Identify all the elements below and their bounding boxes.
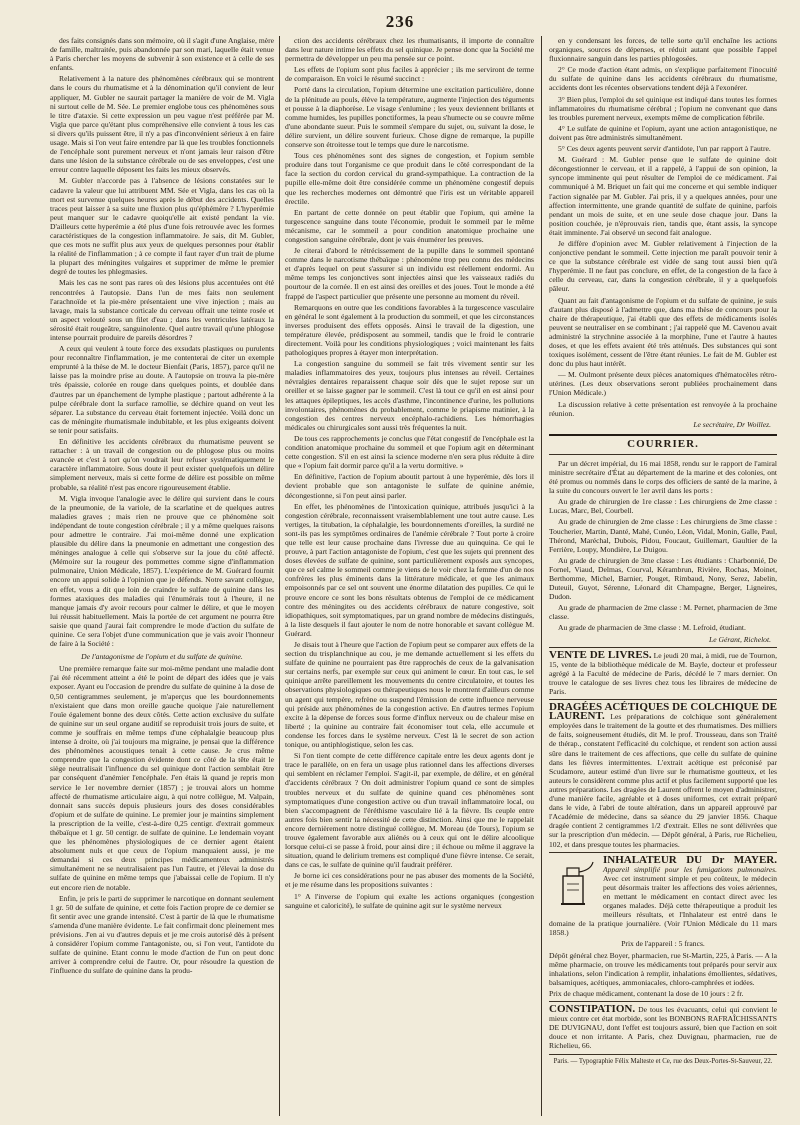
paragraph: En effet, les phénomènes de l'intoxication quinique, attribués jusqu'ici à la congestion cérébrale, reconnaissent vraisemblablement une tout autre cause. Les vertiges, la titubation, la céphalalgie, les bourdonnements d'oreilles, la surdité ne sont-ils pas les symptômes ordinaires de l'anémie cérébrale ? Tout porte à croire que telle est leur cause prochaine dans l'ivresse due au quinquina. Ce qui le prouve, à part l'action antagoniste de l'opium, c'est que les sujets qui prennent des doses élevées de sulfate de quinine, sont particulièrement exposés aux syncopes, que ce sel calme le sommeil comme je viens de le voir chez la femme d'un de nos confrères les plus éminents dans la littérature médicale, et que les animaux empoisonnés par ce sel ont souvent une énorme dilatation des pupilles. Ce qui le prouve encore ce sont les bons résultats obtenus de l'emploi de ce médicament contre des méningites ou des accidents cérébraux de nature congestive, soit idiopathiques, soit symptomatiques, par un grand nombre de médecins distingués, à la liste desquels il faut ajouter le nom de notre honorable et savant collègue M. Guérard. (285, 501, 534, 638)
paragraph: Je citerai d'abord le rétrécissement de la pupille dans le sommeil spontané comme dans le narcotisme thébaïque : phénomène trop peu connu des médecins et d'après lequel on peut s'assurer si un individu est réellement endormi. Au même temps les conjonctives sont injectées ainsi que les vaisseaux radiés du pourtour de la cornée. Il en est ainsi des oreilles et des joues. Tout le monde a été frappé de l'aspect particulier que présente une personne au moment du réveil. (285, 246, 534, 301)
paragraph: 1° A l'inverse de l'opium qui exalte les actions organiques (congestion sanguine et caloricité), le sulfate de quinine agit sur le système nerveux (285, 891, 534, 910)
gerant-signature: Le Gérant, Richelot. (708, 634, 771, 644)
paragraph: La discussion relative à cette présentation est renvoyée à la prochaine réunion. (549, 399, 777, 418)
paragraph: La congestion sanguine du sommeil se fait très vivement sentir sur les maladies inflammatoires des yeux, toujours plus intenses au réveil. Certaines névralgies dentaires reparaissent chaque soir dès que le sujet repose sur un oreiller et se laisse gagner par le sommeil. C'est là tout ce qu'il en est ainsi pour les attaques épileptiques, les accès d'asthme, l'incontinence d'urine, les pollutions involontaires, phénomènes du probablement, comme le priapisme matinier, à la congestion des centres nerveux encéphalo-rachidiens. Les hémorrhagies médicales ou chirurgicales sont aussi très fréquentes la nuit. (285, 359, 534, 432)
paragraph: — M. Oulmont présente deux pièces anatomiques d'hématocèles rétro-utérines. (Les deux observations seront publiées prochainement dans l'Union Médicale.) (549, 370, 777, 398)
column-3 (549, 36, 777, 1118)
section-title: De l'antagonisme de l'opium et du sulfate de quinine. (81, 652, 243, 662)
paragraph: Les effets de l'opium sont plus faciles à apprécier ; ils me serviront de terme de comparaison. En voici le résumé succinct : (285, 65, 534, 84)
paragraph: Quant au fait d'antagonisme de l'opium et du sulfate de quinine, je suis d'autant plus disposé à l'admettre que, dans ma thèse de concours pour la chaire de thérapeutique, j'ai établi que des effets de médicaments isolés peuvent se neutraliser en se combinant ; j'ai rappelé que M. Cavenou avait administré la strychnine associée à la morphine, l'une et l'autre à hautes doses, et que les effets avaient été très atténués. Des substances qui sont toxiques isolément, cessent de l'être étant réunies. Le fait de M. Gubler est donc du plus haut intérêt. (549, 295, 777, 369)
ad-body: Les préparations de colchique sont généralement employées dans le traitement de la goutte et des rhumatismes. Des milliers de faits, soigneusement étudiés, dit M. le prof. Trousseau, dans son Traité de thérap., constatent l'efficacité du colchique, et rendent son action aussi sûre dans le traitement de ces affections, que celle du sulfate de quinine dans les fièvres intermittentes. L'extrait acétique est préconisé par Scudamore, auteur estimé d'un livre sur le rhumatisme goutteux, et les auteurs le considèrent comme plus actif et plus facilement supporté que les autres préparations. Les dragées de Laurent offrent le moyen d'administrer, d'une manière facile, agréable et à doses uniformes, cet extrait préparé dans le vide, à l'abri de toute altération, dans un appareil approuvé par l'Académie de médecine, dans sa séance du 29 janvier 1856. Chaque dragée contient 2 centigrammes 1/2 d'extrait. Elles ne sont délivrées que sur la prescription d'un médecin. — Dépôt général, à Paris, rue Richelieu, 102, et dans presque toutes les pharmacies. (549, 712, 777, 849)
column-rule-2 (541, 36, 542, 1116)
paragraph: De tous ces rapprochements je conclus que l'état congestif de l'encéphale est la condition anatomique prochaine du sommeil et que l'opium agit en déterminant cette congestion. S'il en est ainsi la science moderne n'en sera plus réduite à dire que « l'opium fait dormir parce qu'il a la vertu dormitive. » (285, 433, 534, 471)
ad-note: Prix de chaque médicament, contenant la dose de 10 jours : 2 fr. (549, 988, 744, 998)
paragraph: Mais les cas ne sont pas rares où des lésions plus accentuées ont été rencontrées à l'autopsie. Dans l'un de mes faits non seulement l'arachnoïde et la pie-mère présentaient une vive injection ; mais au lavage, mais la substance corticale du cerveau offrait une teinte rosée et un aspect velouté sous un filet d'eau ; dans les ventricules latéraux la sérosité était rougeâtre, sanguinolente. Quel autre travail qu'une phlogose intense pourrait produire de pareils désordres ? (50, 278, 274, 342)
paragraph: Je borne ici ces considérations pour ne pas abuser des moments de la Société, et je me résume dans les propositions suivantes : (285, 871, 534, 890)
paragraph: M. Gubler n'accorde pas à l'absence de lésions constatées sur le cadavre la valeur que lui attribuent MM. Sée et Vigla, dans les cas où la mort est survenue quelques heures après le début des accidents. Quelles traces peut laisser à sa suite une fluxion plus qu'éphémère ? L'hyperémie peut manquer sur le cadavre quoiqu'elle ait existé pendant la vie. D'ailleurs cette hyperémie a été plus d'une fois retrouvée avec les formes caractéristiques de la congestion inflammatoire. Je sais, dit M. Gubler, que ces mots ne suffit plus aux yeux de quelques personnes pour établir la réalité de l'inflammation ; à ce compte il faut rayer d'un trait de plume la plupart des méningites vulgaires et supprimer de même le premier degré de toutes les phlegmasies. (50, 176, 274, 277)
divider (549, 434, 777, 436)
column-2 (285, 36, 534, 1118)
paragraph: Au grade de chirurgien de 3me classe : Les étudiants : Charbonnié, De Fornel, Viaud, Delmas, Courval, Kérambrun, Rivière, Rochas, Moinet, Berthomme, Michel, Barnier, Pouget, Rimbaud, Nony, Serez, Jabelin, Duteuil, Guyot, Sérenne, Léonard dit Champagne, Berger, Ligneires, Dudon. (549, 555, 777, 602)
paragraph: M. Vigla invoque l'analogie avec le délire qui survient dans le cours de la pneumonie, de la variole, de la scarlatine et de quelques autres maladies graves ; mais rien ne prouve que ce phénomène soit indépendant de toute congestion cérébrale ; il y a même quelques raisons pour admettre le contraire. J'ai moi-même donné une explication plausible du délire dans la pneumonie en admettant une congestion des méninges analogue à celle qui s'observe sur la joue du côté affecté. (Mémoire sur la rougeur des pommettes comme signe d'inflammation pulmonaire, Union Médicale, 1857). L'expérience de M. Guérard fournit encore un appui solide à l'opinion que je défends. Notre savant collègue, en effet, vous a dit que loin de craindre le sulfate de quinine dans les formes ataxiques des maladies qui l'énumérais tout à l'heure, il ne manque jamais d'y avoir recours pour calmer le délire, et que le moyen lui réussit habituellement. Mais la portée de cet argument ne pourra être saisie que quand j'aurai fait comprendre le mode d'action du sulfate de quinine. Ce sera l'objet d'une communication que je vais avoir l'honneur de faire à la Société : (50, 493, 274, 649)
paragraph: des faits consignés dans son mémoire, où il s'agit d'une Anglaise, mère de famille, maltraitée, puis abandonnée par son mari, laquelle était venue à Paris chercher les moyens de subvenir à son existence et à celle de ses enfants. (50, 36, 274, 73)
paragraph: Au grade de pharmacien de 3me classe : M. Lefroid, étudiant. (558, 623, 746, 633)
ad-subheading: Appareil simplifié pour les fumigations pulmonaires. (603, 864, 777, 874)
ad-heading: INHALATEUR DU Dr MAYER. (603, 853, 777, 866)
ad-colchique (549, 699, 777, 849)
printer-imprint: Paris. — Typographie Félix Malteste et Ce, rue des Deux-Portes-St-Sauveur, 22. (549, 1054, 777, 1066)
ad-heading: VENTE DE LIVRES. (549, 648, 652, 661)
page-number: 236 (385, 12, 415, 31)
paragraph: Je diffère d'opinion avec M. Gubler relativement à l'injection de la conjonctive pendant le sommeil. Cette injection me paraît pouvoir tenir à ce que la substance cérébrale est vidée de sang tout aussi bien qu'à l'hyperémie. Il ne faut pas conclure, en effet, de la congestion de la face à celle du cerveau, car, dans la congestion cérébrale, il y a quelquefois pâleur. (549, 238, 777, 294)
ad-depot: Dépôt général chez Boyer, pharmacien, rue St-Martin, 225, à Paris. — A la même pharmacie, on trouve les médicaments tout préparés pour servir aux inhalations, selon l'indication à remplir, inhalations émollientes, sédatives, balsamiques, acétiques, ammoniacales, chloro-camphrées et iodées. (549, 950, 777, 987)
ad-body: De tous les évacuants, celui qui convient le mieux contre cet état morbide, sont les BONBONS RAFRAÎCHISSANTS DE DUVIGNAU, dont l'effet est toujours assuré, bien que l'action en soit douce et non irritante. A Paris, chez Duvignau, pharmacien, rue de Richelieu, 66. (549, 1005, 777, 1051)
paragraph: 3° Bien plus, l'emploi du sel quinique est indiqué dans toutes les formes inflammatoires du rhumatisme cérébral ; l'opium ne convenant que dans les troubles purement nerveux, exempts même de complication fébrile. (549, 94, 777, 122)
paragraph: A ceux qui veulent à toute force des exsudats plastiques ou purulents pour reconnaître l'inflammation, je me contenterai de citer un exemple emprunté à la thèse de M. le docteur Bienfait (Paris, 1857), parce qu'il ne laisse pas la moindre prise au doute. A l'autopsie on trouva la pie-mère très épaissie, colorée en rouge dans quelques points, et doublée dans d'autres par un épanchement de lymphe plastique ; partout adhérente à la pulpe cérébrale dont la surface ramollie, se déchire quand on veut les séparer. La substance du cerveau était fortement injectée. Voilà donc un cas de méningite rhumatismale indubitable, et les plus exigeants doivent se tenir pour satisfaits. (50, 344, 274, 435)
paragraph: Par un décret impérial, du 16 mai 1858, rendu sur le rapport de l'amiral ministre secrétaire d'État au département de la marine et des colonies, ont été promus ou nommés dans le corps des officiers de santé de la marine, à la suite du concours ouvert le 1er avril dans les ports : (549, 458, 777, 496)
paragraph: Remarquons en outre que les conditions favorables à la turgescence vasculaire en général le sont également à la production du sommeil, et que les circonstances inverses produisent des effets opposés. Ainsi le travail de la digestion, une température élevée, prédisposent au sommeil, tandis que le froid le contrarie directement. Voilà pour les conditions physiologiques ; voici maintenant les faits pathologiques propres à étayer mon interprétation. (285, 302, 534, 358)
ad-heading: CONSTIPATION. (549, 1003, 636, 1015)
paragraph: Relativement à la nature des phénomènes cérébraux qui se montrent dans le cours du rhumatisme et à la dénomination qu'il convient de leur appliquer, M. Gubler ne saurait partager la manière de voir de M. Vigla ni surtout celle de M. Sée. Le premier englobe tous ces phénomènes sous le titre d'ataxie. Si cette expression un peu vague n'est préférée par M. Vigla que parce qu'étant plus compréhensive elle convient à tous les cas si divers qu'ils puissent être, il n'y a pas d'inconvénient sérieux à en faire usage. Mais si l'on veut faire entendre par là que les troubles fonctionnels de l'encéphale sont purement nerveux et n'ont jamais leur raison d'être dans une lésion de la substance cérébrale ou de ses enveloppes, c'est une erreur contre laquelle déposent les faits les mieux observés. (50, 74, 274, 175)
paragraph: en y condensant les forces, de telle sorte qu'il enchaîne les actions organiques, sources de dépenses, et réduit autant que possible l'appel fluxionnaire sanguin dans les parties phlogosées. (549, 36, 777, 64)
paragraph: Une première remarque faite sur moi-même pendant une maladie dont j'ai été récemment atteint a été le point de départ des idées que je vais exposer. Ayant eu l'occasion de prendre du sulfate de quinine à la dose de 0,50 centigrammes seulement, je m'aperçus que les bourdonnements n'existaient que dans mon oreille gauche quoique j'aie naturellement l'ouïe également bonne des deux côtés. Cette action exclusive du sulfate de quinine sur un seul organe auditif se reproduisit trois jours de suite, et comme je souffrais en même temps d'une céphalalgie beaucoup plus intense à droite, où j'ai toujours ma migraine, je pensai que la différence des phénomènes acoustiques tenait à cette cause. Je crus même comprendre que la congestion évidente dont ce côté de la tête était le siège neutralisait l'influence du sel quinique dont l'action semblait être par conséquent d'anémier l'encéphale. J'en étais là quand je repris mon service le 1er novembre dernier (1857) ; je trouvai alors un homme affecté de rhumatisme articulaire aigu, à qui notre collègue, M. Valpain, donnait sans succès depuis plusieurs jours des doses considérables d'opium et de sulfate de quinine. Le premier jour je maintins simplement la prescription de la veille, c'est-à-dire 0,25 centigr. d'extrait gommeux thébaïque et 1 gr. 50 centigr. de sulfate de quinine. Le lendemain voyant que les phénomènes physiologiques de ce dernier agent étaient absolument nuls et que ceux de l'opium manquaient aussi, je me demandai si ces deux principes médicamenteux administrés simultanément ne se neutralisaient pas l'un l'autre, et j'élevai la dose du sulfate de quinine en même temps que j'abaissai celle de l'opium. Il n'y eut encore rien de notable. (50, 664, 274, 892)
ad-price: Prix de l'appareil : 5 francs. (621, 939, 705, 949)
column-rule-1 (279, 36, 280, 1116)
paragraph: En partant de cette donnée on peut établir que l'opium, qui amène la turgescence sanguine dans toute l'économie, produit le sommeil par le même mécanisme, car le sommeil a pour condition anatomique prochaine une congestion sanguine cérébrale, dont je vais énumérer les preuves. (285, 207, 534, 244)
paragraph: Au grade de chirurgien de 1re classe : Les chirurgiens de 2me classe : Lucas, Marc, Bel, Courbell. (549, 497, 777, 516)
paragraph: Si l'on tient compte de cette différence capitale entre les deux agents dont je trace le parallèle, on en fera un usage plus rationnel dans les affections diverses qui semblent en réclamer l'emploi. S'agit-il, par exemple, de délire, et en général d'accidents cérébraux ? On doit administrer l'opium quand ce sont de simples troubles nerveux et du sulfate de quinine quand ces phénomènes sont symptomatiques d'une congestion active ou d'un travail inflammatoire local, ou bien s'accompagnent de l'éréthisme vasculaire lié à la fièvre. Ils ceuple entre autres fois bien sentir la nécessité de cette distinction. Ainsi que me le rappelait encore dernièrement notre distingué collègue, M. Moreau (de Tours), l'opium se trouve également favorable aux aliénés ou à ceux qui ont le délire alcoolique lorsque celui-ci se passe à froid, pour ainsi dire ; il échoue ou même il aggrave la situation, quand le delirium tremens est compliqué d'une fièvre intense. Ce serait, dans ce cas, le sulfate de quinine qu'il faudrait préférer. (285, 751, 534, 870)
paragraph: ction des accidents cérébraux chez les rhumatisants, il importe de connaître dans leur nature intime les effets du sel quinique. Je pense donc que la Société me permettra de développer un peu ma pensée sur ce point. (285, 36, 534, 64)
paragraph: Porté dans la circulation, l'opium détermine une excitation particulière, donne de la plénitude au pouls, élève la température, augmente l'injection des téguments et pousse à la diaphorèse. Le visage s'enlumine ; les yeux deviennent brillants et comme humides, les pupilles ponctiformes, la peau s'humecte ou se couvre même d'une abondante sueur. Puis le sommeil s'empare du sujet, ou, suivant la dose, le délire survient, un délire souvent furieux. Chose digne de remarque, la pupille conserve son étroitesse tout le temps que dure le narcotisme. (285, 85, 534, 150)
inhaler-illustration (549, 858, 597, 910)
divider (549, 454, 777, 455)
paragraph: 2° Ce mode d'action étant admis, on s'explique parfaitement l'inocuité du sulfate de quinine dans les accidents cérébraux du rhumatisme, accidents dont les récentes observations tendent déjà à l'exonérer. (549, 65, 777, 93)
paragraph: Enfin, je pris le parti de supprimer le narcotique en donnant seulement 1 gr. 50 de sulfate de quinine, et cette fois l'action propre de ce dernier se fit sentir avec une grande intensité. C'est à partir de là que le rhumatisme s'amenda d'une manière évidente. Le fait confirmait donc pleinement mes prévisions. J'en ai vu d'autres depuis et je me crois autorisé dès à présent à considérer l'opium comme l'antagoniste, ou, si l'on veut, l'antidote du sulfate de quinine. Etant connu le mode d'action de l'un on peut donc arriver à comprendre celui de l'autre. Or, pour résoudre la question de l'influence du sulfate de quinine dans la produ- (50, 893, 274, 976)
ad-inhalateur (549, 852, 777, 998)
paragraph: En définitive les accidents cérébraux du rhumatisme peuvent se rattacher : à un travail de congestion ou de phlogose plus ou moins avancée et c'est à tort qu'on voudrait leur refuser systématiquement le caractère inflammatoire. Sous doute il peut exister quelquefois un délire simplement nerveux, mais si cette forme de délire est possible on même probable, sa réalité n'est pas encore rigoureusement établie. (50, 437, 274, 492)
paragraph: Au grade de pharmacien de 2me classe : M. Pernet, pharmacien de 3me classe. (549, 603, 777, 622)
ad-book-sale (549, 647, 777, 696)
paragraph: M. Guérard : M. Gubler pense que le sulfate de quinine doit décongestionner le cerveau, et il a rappelé, à l'appui de son opinion, la syncope imminente qui peut résulter de l'emploi de ce médicament. J'ai communiqué à M. Briquet un fait qui me concerne et qui semble indiquer l'action signalée par M. Gubler. J'ai pris, il y a quelques années, pour une affection intermittente, une grande quantité de sulfate de quinine, parfois pendant un mois de suite, et en une seule dose chaque jour. Dans la position couchée, je n'éprouvais rien, tandis que, étant assis, la syncope était imminente. J'ai observé un second fait analogue. (549, 155, 777, 237)
paragraph: Au grade de chirurgien de 2me classe : Les chirurgiens de 3me classe : Toucherier, Martin, Danté, Mahé, Cunéo, Léon, Vidal, Monin, Galle, Paul, Thérond, Maréchal, Dubois, Pidou, Foucaut, Guillemart, Gaultier de la Ferrière, Loupy, Mondière, Le Duigou. (549, 517, 777, 554)
column-1 (50, 36, 274, 1118)
ad-body: Le jeudi 20 mai, à midi, rue de Tournon, 15, vente de la bibliothèque médicale de M. Bayle, docteur et professeur agrégé à la Faculté de médecine de Paris, décédé le 7 mars dernier. On trouve le catalogue de ses livres chez tous les libraires de médecine de Paris. (549, 650, 777, 696)
secretary-signature: Le secrétaire, Dr Woillez. (693, 419, 771, 429)
ad-constipation (549, 1001, 777, 1050)
paragraph: Tous ces phénomènes sont des signes de congestion, et l'opium semble produire dans tout l'organisme ce que produit dans le côté correspondant de la face la section du cordon cervical du grand-sympathique. La contraction de la pupille elle-même doit être considérée comme un phénomène congestif depuis que les recherches modernes ont démontré que l'iris est un véritable appareil érectile. (285, 151, 534, 206)
paragraph: 4° Le sulfate de quinine et l'opium, ayant une action antagonistique, ne doivent pas être administrés simultanément. (549, 123, 777, 142)
paragraph: En définitive, l'action de l'opium aboutit partout à une hyperémie, dès lors il devient probable que son antagoniste le sulfate de quinine anémie, décongestionne, si l'on peut ainsi parler. (285, 472, 534, 500)
paragraph: 5° Ces deux agents peuvent servir d'antidote, l'un par rapport à l'autre. (558, 144, 771, 154)
ad-body: Avec cet instrument simple et peu coûteux, le médecin peut désormais traiter les affections des voies aériennes, en mettant le médicament en contact direct avec les organes malades. Déjà cette thérapeutique a produit les meilleurs résultats, et l'Inhalateur est entré dans le domaine de la pratique journalière. (Voir l'Union Médicale du 11 mars 1858.) (549, 873, 777, 938)
courrier-title: COURRIER. (627, 437, 699, 450)
ad-heading: DRAGÉES ACÉTIQUES DE COLCHIQUE DE LAURENT. (549, 701, 777, 723)
paragraph: Je disais tout à l'heure que l'action de l'opium peut se comparer aux effets de la section du trisplanchnique au cou, je me demande actuellement si les effets du sulfate de quinine ne pourraient pas être rapprochés de ceux de la galvanisation sur certains nerfs, par exemple sur ceux qui animent le cœur. En tout cas, le sel quinique arrête pareillement les mouvements du centre circulatoire, et toutes les observations physiologiques ou thérapeutiques nous le montrent d'ailleurs comme un agent qui tempère, refrène ou suspend l'émission de cette influence nerveuse qui préside aux phénomènes de la congestion active. En d'autres termes l'opium excite à la dépense de forces sous forme d'influx nerveux ou de chaleur mise en liberté ; la quinine au contraire fait économiser tout cela, elle accumule et condense les forces dans le système nerveux. C'est là le secret de son action tonique, ou antiphlogistique, selon les cas. (285, 640, 534, 750)
